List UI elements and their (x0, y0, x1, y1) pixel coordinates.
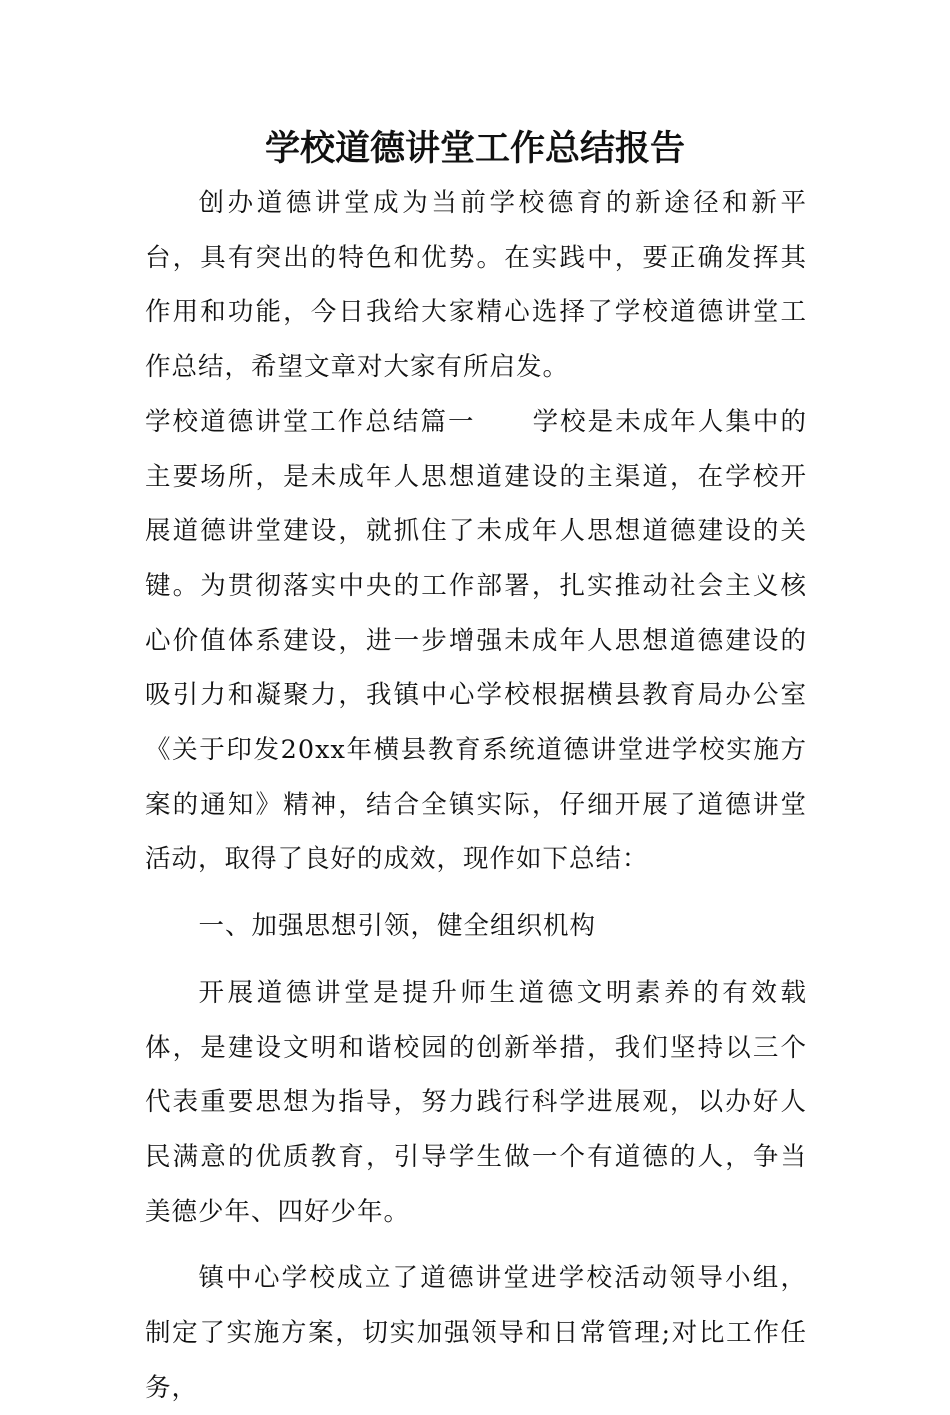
section-label: 学校道德讲堂工作总结篇一 (145, 406, 476, 437)
intro-paragraph: 创办道德讲堂成为当前学校德育的新途径和新平台，具有突出的特色和优势。在实践中，要正确发挥其作用和功能，今日我给大家精心选择了学校道德讲堂工作总结，希望文章对大家有所启发。 (145, 188, 807, 383)
document-title: 学校道德讲堂工作总结报告 (264, 129, 685, 169)
section-body: 学校是未成年人集中的主要场所，是未成年人思想道建设的主渠道，在学校开展道德讲堂建设，就抓住了未成年人思想道德建设的关键。为贯彻落实中央的工作部署，扎实推动社会主义核心价值体系建设，进一步增强未成年人思想道德建设的吸引力和凝聚力，我镇中心学校根据横县教育局办公室《关于印发20xx年横县教育系统道德讲堂进学校实施方案的通知》精神，结合全镇实际，仔细开展了道德讲堂活动，取得了良好的成效，现作如下总结： (145, 406, 807, 875)
paragraph-one: 开展道德讲堂是提升师生道德文明素养的有效载体，是建设文明和谐校园的创新举措，我们坚持以三个代表重要思想为指导，努力践行科学进展观，以办好人民满意的优质教育，引导学生做一个有道德的人，争当美德少年、四好少年。 (145, 977, 807, 1227)
heading-one: 一、加强思想引领，健全组织机构 (198, 911, 597, 942)
document-body (145, 176, 807, 1415)
paragraph-two: 镇中心学校成立了道德讲堂进学校活动领导小组，制定了实施方案，切实加强领导和日常管理;对比工作任务， (145, 1263, 807, 1403)
section-paragraph (145, 395, 807, 887)
